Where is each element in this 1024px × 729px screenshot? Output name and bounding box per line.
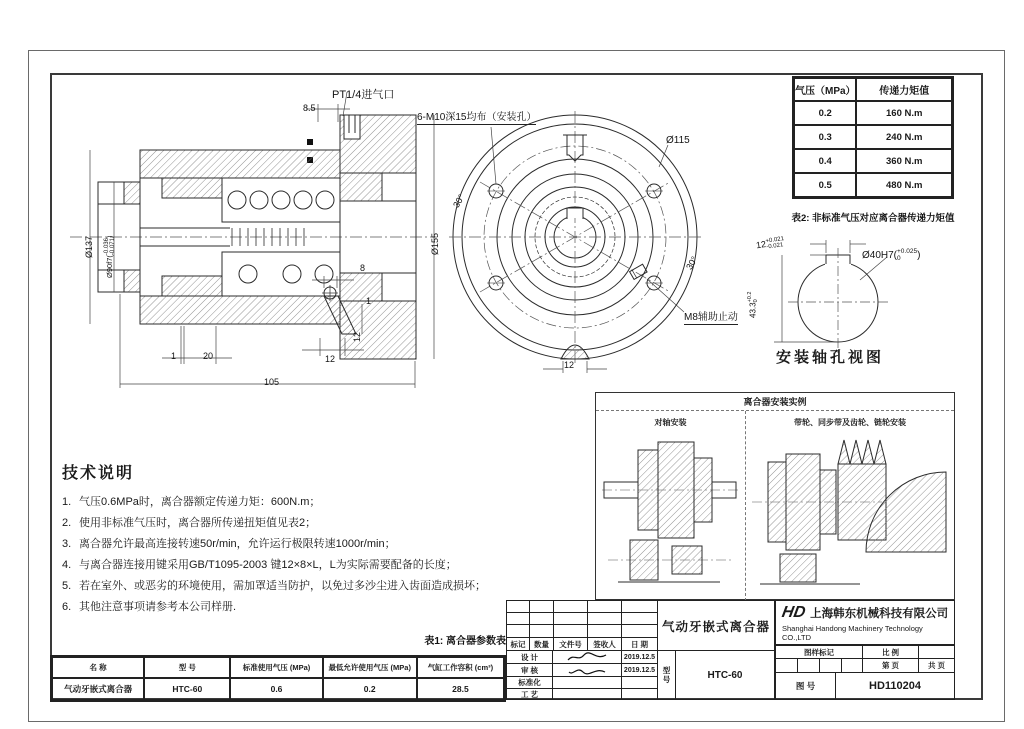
install-right-drawing xyxy=(750,432,950,594)
rev-col-doc: 文件号 xyxy=(553,637,588,651)
stamp-label: 图样标记 xyxy=(775,645,863,659)
m8-stop-label: M8辅助止动 xyxy=(684,308,738,325)
dim-dia115: Ø115 xyxy=(666,135,690,146)
front-view-drawing xyxy=(447,107,713,375)
dim-1-left: 1 xyxy=(171,351,177,361)
table-row: 0.3 240 N.m xyxy=(794,125,952,149)
dim-8: 8 xyxy=(360,263,366,273)
sheets-total-label: 共 页 xyxy=(918,658,955,673)
dim-8-5: 8.5 xyxy=(303,103,316,113)
rev-col-signer: 签收人 xyxy=(587,637,622,651)
rev-col-qty: 数量 xyxy=(529,637,554,651)
design-signature xyxy=(552,650,622,664)
table-row: 0.4 360 N.m xyxy=(794,149,952,173)
company-name-en: Shanghai Handong Machinery Technology CO.,LTD xyxy=(782,624,923,642)
drawing-no-label: 图 号 xyxy=(775,672,836,700)
torque-table xyxy=(792,76,954,199)
rev-col-date: 日 期 xyxy=(621,637,658,651)
dim-12-horiz: 12 xyxy=(325,354,336,364)
param-table: 名 称 型 号 标准使用气压 (MPa) 最低允许使用气压 (MPa) 气缸工作容积 (cm³) 气动牙嵌式离合器 HTC-60 0.6 0.2 28.5 xyxy=(50,655,506,702)
list-item: 6. 其他注意事项请参考本公司样册. xyxy=(62,601,237,613)
design-label: 设 计 xyxy=(506,650,553,664)
check-date: 2019.12.5 xyxy=(621,663,658,677)
install-left-caption: 对轴安装 xyxy=(654,418,687,427)
company-name-cn: 上海韩东机械科技有限公司 xyxy=(810,608,949,620)
shaft-hole-view-title: 安装轴孔视图 xyxy=(776,349,885,366)
angle-30-left: 30° xyxy=(451,192,467,210)
table-row: 0.2 160 N.m xyxy=(794,101,952,125)
air-port-label: PT1/4进气口 xyxy=(332,89,395,101)
check-signature xyxy=(552,663,622,677)
tech-notes-list xyxy=(62,492,492,618)
dim-105: 105 xyxy=(264,377,280,387)
standardize-label: 标准化 xyxy=(506,676,553,689)
dim-keyslot-12: 12 xyxy=(564,360,575,370)
dim-keyway-depth: 43.3 +0.2 0 xyxy=(747,291,759,318)
list-item: 4. 与离合器连接用键采用GB/T1095-2003 键12×8×L，L为实际需要配备的长度； xyxy=(62,559,457,571)
design-date: 2019.12.5 xyxy=(621,650,658,664)
dim-12-vert: 12 xyxy=(352,331,362,342)
torque-col-pressure: 气压（MPa） xyxy=(794,78,856,101)
sheet-no-label: 第 页 xyxy=(862,658,919,673)
angle-30-right: 30° xyxy=(684,254,700,272)
company-block xyxy=(775,600,955,645)
scale-label: 比 例 xyxy=(862,645,919,659)
list-item: 3. 离合器允许最高连接转速50r/min，允许运行极限转速1000r/min； xyxy=(62,538,396,550)
list-item: 5. 若在室外、或恶劣的环境使用，需加罩适当防护，以免过多沙尘进入齿面造成损坏； xyxy=(62,580,486,592)
dim-bore: Ø40H7( +0.025 0 ) xyxy=(862,248,921,262)
drawing-no-value: HD110204 xyxy=(835,672,955,700)
list-item: 2. 使用非标准气压时，离合器所传递扭矩值见表2； xyxy=(62,517,317,529)
rev-col-mark: 标记 xyxy=(506,637,530,651)
model-value: HTC-60 xyxy=(675,650,775,700)
model-label: 型 号 xyxy=(657,650,676,700)
title-block xyxy=(506,600,955,700)
dim-keyway-width: 12 +0.021 -0.021 xyxy=(755,236,785,251)
company-logo: HD xyxy=(780,604,807,621)
dim-20: 20 xyxy=(203,351,214,361)
bolt-pattern-label: 6-M10深15均布（安装孔） xyxy=(417,108,536,125)
list-item: 1. 气压0.6MPa时，离合器额定传递力矩：600N.m； xyxy=(62,496,321,508)
process-label: 工 艺 xyxy=(506,688,553,700)
install-left-drawing xyxy=(600,432,740,594)
install-examples-title: 离合器安装实例 xyxy=(596,393,954,411)
torque-col-torque: 传递力矩值 xyxy=(856,78,952,101)
dim-dia155: Ø155 xyxy=(430,232,440,255)
dim-dia90: Ø90f7( -0.036 -0.071 ) xyxy=(104,235,116,278)
check-label: 审 核 xyxy=(506,663,553,677)
dim-1-right: 1 xyxy=(366,296,372,306)
param-table-caption: 表1: 离合器参数表 xyxy=(424,636,506,647)
product-name: 气动牙嵌式离合器 xyxy=(657,600,775,651)
torque-table-caption: 表2: 非标准气压对应离合器传递力矩值 xyxy=(791,213,955,224)
section-view-drawing xyxy=(62,82,444,397)
tech-notes-title: 技术说明 xyxy=(62,465,135,482)
table-row: 气动牙嵌式离合器 HTC-60 0.6 0.2 28.5 xyxy=(52,678,504,700)
table-row: 0.5 480 N.m xyxy=(794,173,952,197)
install-right-caption: 带轮、同步带及齿轮、链轮安装 xyxy=(794,418,906,427)
dim-dia137: Ø137 xyxy=(84,235,94,258)
